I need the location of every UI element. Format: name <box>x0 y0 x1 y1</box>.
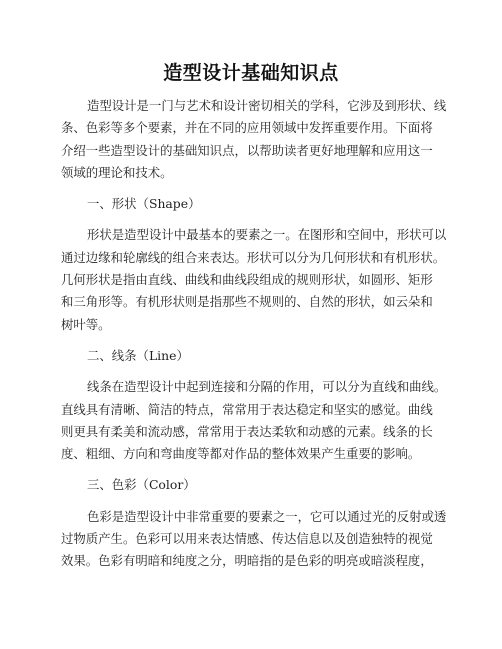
paragraph-line: 线条在造型设计中起到连接和分隔的作用，可以分为直线和曲线。 <box>87 379 447 395</box>
paragraph-line: 形状是造型设计中最基本的要素之一。在图形和空间中，形状可以 <box>87 227 447 243</box>
document-title: 造型设计基础知识点 <box>163 62 339 84</box>
paragraph-line: 通过边缘和轮廓线的组合来表达。形状可以分为几何形状和有机形状。 <box>61 249 446 265</box>
section-paragraph-shape <box>61 224 446 335</box>
section-heading-line: 二、线条（Line） <box>87 347 189 363</box>
document-body <box>61 95 446 573</box>
intro-line: 条、色彩等多个要素，并在不同的应用领域中发挥重要作用。下面将 <box>61 120 433 136</box>
intro-line: 领域的理论和技术。 <box>61 164 173 180</box>
section-paragraph-line <box>61 376 446 465</box>
paragraph-line: 则更具有柔美和流动感，常常用于表达柔软和动感的元素。线条的长 <box>61 423 433 439</box>
paragraph-line: 直线具有清晰、简洁的特点，常常用于表达稳定和坚实的感觉。曲线 <box>61 401 433 417</box>
paragraph-line: 色彩是造型设计中非常重要的要素之一，它可以通过光的反射或透 <box>87 508 447 524</box>
paragraph-line: 树叶等。 <box>61 316 111 332</box>
paragraph-line: 效果。色彩有明暗和纯度之分，明暗指的是色彩的明亮或暗淡程度， <box>61 553 433 569</box>
section-paragraph-color <box>61 506 446 573</box>
paragraph-line: 几何形状是指由直线、曲线和曲线段组成的规则形状，如圆形、矩形 <box>61 272 433 288</box>
paragraph-line: 和三角形等。有机形状则是指那些不规则的、自然的形状，如云朵和 <box>61 294 433 310</box>
paragraph-line: 过物质产生。色彩可以用来表达情感、传达信息以及创造独特的视觉 <box>61 531 433 547</box>
section-heading-color: 三、色彩（Color） <box>87 477 196 493</box>
intro-line: 介绍一些造型设计的基础知识点，以帮助读者更好地理解和应用这一 <box>61 142 433 158</box>
section-heading-shape: 一、形状（Shape） <box>87 196 201 212</box>
intro-line: 造型设计是一门与艺术和设计密切相关的学科，它涉及到形状、线 <box>87 98 447 113</box>
intro-paragraph <box>61 95 446 184</box>
paragraph-line: 度、粗细、方向和弯曲度等都对作品的整体效果产生重要的影响。 <box>61 446 421 462</box>
